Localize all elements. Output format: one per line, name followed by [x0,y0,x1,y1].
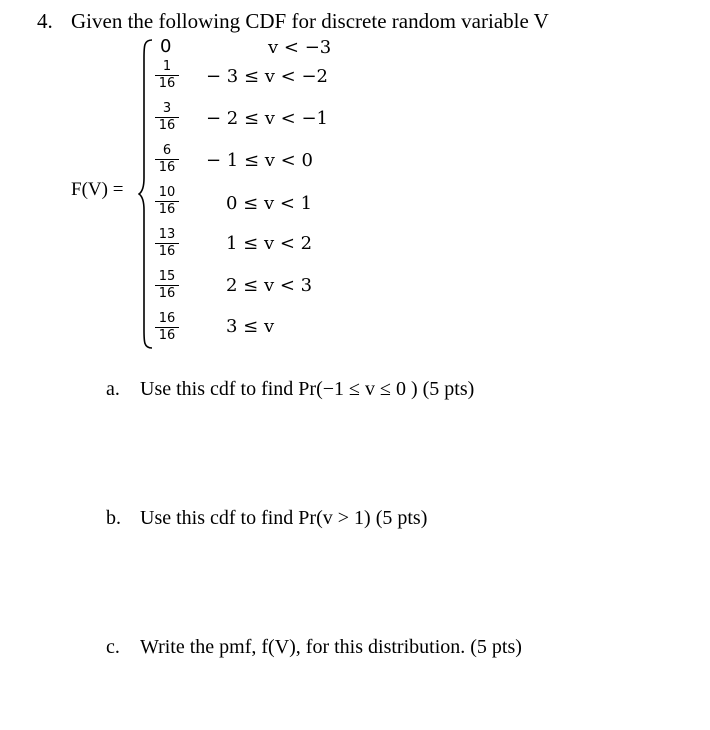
cdf-condition: 3 ≤ v [226,316,275,337]
cdf-fraction [153,270,181,301]
cdf-condition: 2 ≤ v < 3 [226,275,313,296]
cdf-fraction [153,186,181,217]
left-brace-icon [138,38,154,350]
fraction-denominator: 16 [158,76,176,91]
cdf-first-condition: v < −3 [268,37,332,58]
cdf-condition: − 3 ≤ v < −2 [206,66,329,87]
part-label: c. [106,636,120,658]
part-c [106,636,522,659]
cdf-label: F(V) = [71,179,124,200]
part-text: Write the pmf, f(V), for this distribution. (5 pts) [140,636,522,658]
fraction-numerator: 3 [162,101,172,116]
cdf-first-value: 0 [160,36,172,57]
fraction-denominator: 16 [158,328,176,343]
question-text: Given the following CDF for discrete random variable V [71,9,549,33]
part-a [106,378,474,401]
fraction-numerator: 6 [162,143,172,158]
fraction-numerator: 13 [158,227,176,242]
fraction-denominator: 16 [158,286,176,301]
part-text: Use this cdf to find Pr(−1 ≤ v ≤ 0 ) (5 pts) [140,378,475,400]
part-b [106,507,427,530]
cdf-fraction [153,144,181,175]
fraction-denominator: 16 [158,160,176,175]
part-label: a. [106,378,120,400]
fraction-denominator: 16 [158,202,176,217]
cdf-fraction [153,60,181,91]
cdf-condition: 1 ≤ v < 2 [226,233,313,254]
fraction-numerator: 15 [158,269,176,284]
fraction-denominator: 16 [158,244,176,259]
cdf-fraction [153,312,181,343]
cdf-condition: − 1 ≤ v < 0 [206,150,313,171]
question-number: 4. [37,9,53,33]
cdf-fraction [153,102,181,133]
fraction-numerator: 16 [158,311,176,326]
fraction-denominator: 16 [158,118,176,133]
part-text: Use this cdf to find Pr(v > 1) (5 pts) [140,507,428,529]
cdf-condition: − 2 ≤ v < −1 [206,108,329,129]
cdf-fraction [153,228,181,259]
part-label: b. [106,507,121,529]
fraction-numerator: 1 [162,59,172,74]
fraction-numerator: 10 [158,185,176,200]
cdf-condition: 0 ≤ v < 1 [226,193,313,214]
